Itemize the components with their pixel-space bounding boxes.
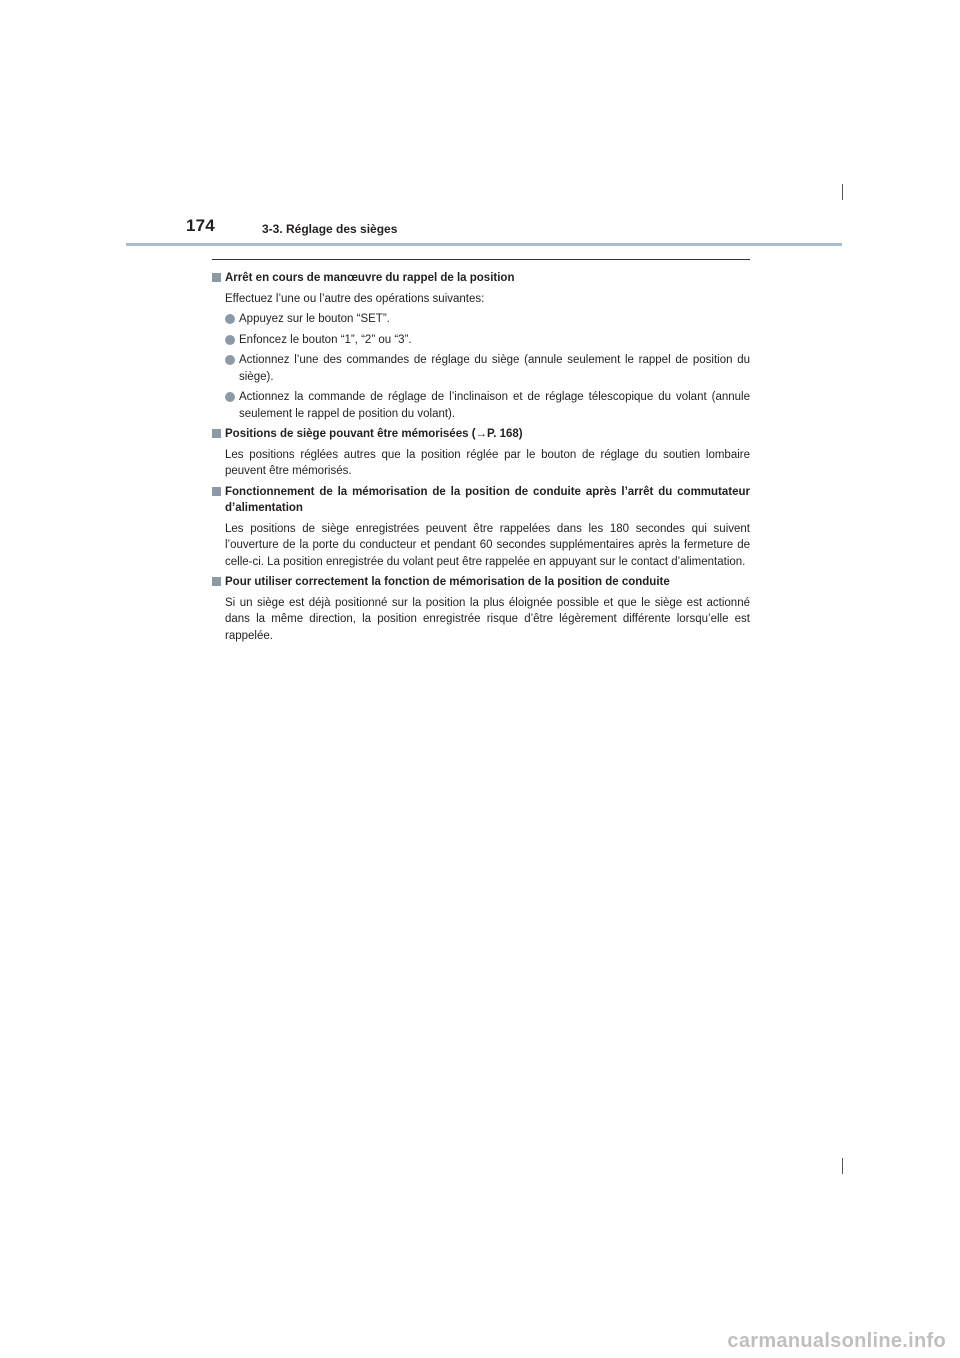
bullet-item <box>212 389 750 422</box>
block-heading <box>212 270 750 287</box>
bullet-text: Appuyez sur le bouton “SET”. <box>239 313 390 325</box>
bullet-text: Actionnez l’une des commandes de réglage du siège (annule seulement le rappel de position du siège). <box>239 354 750 383</box>
page-number: 174 <box>186 216 215 235</box>
bullet-item <box>212 352 750 385</box>
square-bullet-icon <box>212 429 221 438</box>
square-bullet-icon <box>212 577 221 586</box>
block-heading-text: Positions de siège pouvant être mémorisées (→P. 168) <box>225 428 523 440</box>
block-heading-text: Pour utiliser correctement la fonction de mémorisation de la position de conduite <box>225 576 670 588</box>
crop-mark-bottom <box>842 1158 843 1174</box>
block-body: Si un siège est déjà positionné sur la position la plus éloignée possible et que le siège est actionné dans la même direction, la position enregistrée risque d’être légèrement différente lorsqu’elle est rappelée. <box>225 596 750 642</box>
crop-mark-top <box>842 184 843 200</box>
block-heading <box>212 574 750 591</box>
section-title: 3-3. Réglage des sièges <box>262 222 398 236</box>
circle-bullet-icon <box>225 392 235 402</box>
block-heading-text: Arrêt en cours de manœuvre du rappel de la position <box>225 272 515 284</box>
content-divider <box>212 259 750 260</box>
block-body: Les positions de siège enregistrées peuvent être rappelées dans les 180 secondes qui suivent l’ouverture de la porte du conducteur et pendant 60 secondes supplémentaires après la fermeture de celle-ci. La position enregistrée du volant peut être rappelée en appuyant sur le contact d’alimentation. <box>225 522 750 568</box>
header-rule <box>126 243 842 246</box>
bullet-item <box>212 332 750 349</box>
bullet-item <box>212 311 750 328</box>
block-body: Les positions réglées autres que la position réglée par le bouton de réglage du soutien lombaire peuvent être mémorisés. <box>225 448 750 477</box>
bullet-text: Actionnez la commande de réglage de l’inclinaison et de réglage télescopique du volant (annule seulement le rappel de position du volant). <box>239 391 750 420</box>
block-heading <box>212 484 750 517</box>
block-body: Effectuez l’une ou l’autre des opérations suivantes: <box>225 292 485 305</box>
square-bullet-icon <box>212 487 221 496</box>
circle-bullet-icon <box>225 355 235 365</box>
circle-bullet-icon <box>225 314 235 324</box>
block-heading <box>212 426 750 443</box>
content-area <box>212 270 750 644</box>
bullet-text: Enfoncez le bouton “1”, “2” ou “3”. <box>239 333 412 346</box>
block-heading-text: Fonctionnement de la mémorisation de la position de conduite après l’arrêt du commutateur d’alimentation <box>225 485 750 514</box>
watermark: carmanualsonline.info <box>727 1330 946 1352</box>
circle-bullet-icon <box>225 335 235 345</box>
square-bullet-icon <box>212 273 221 282</box>
